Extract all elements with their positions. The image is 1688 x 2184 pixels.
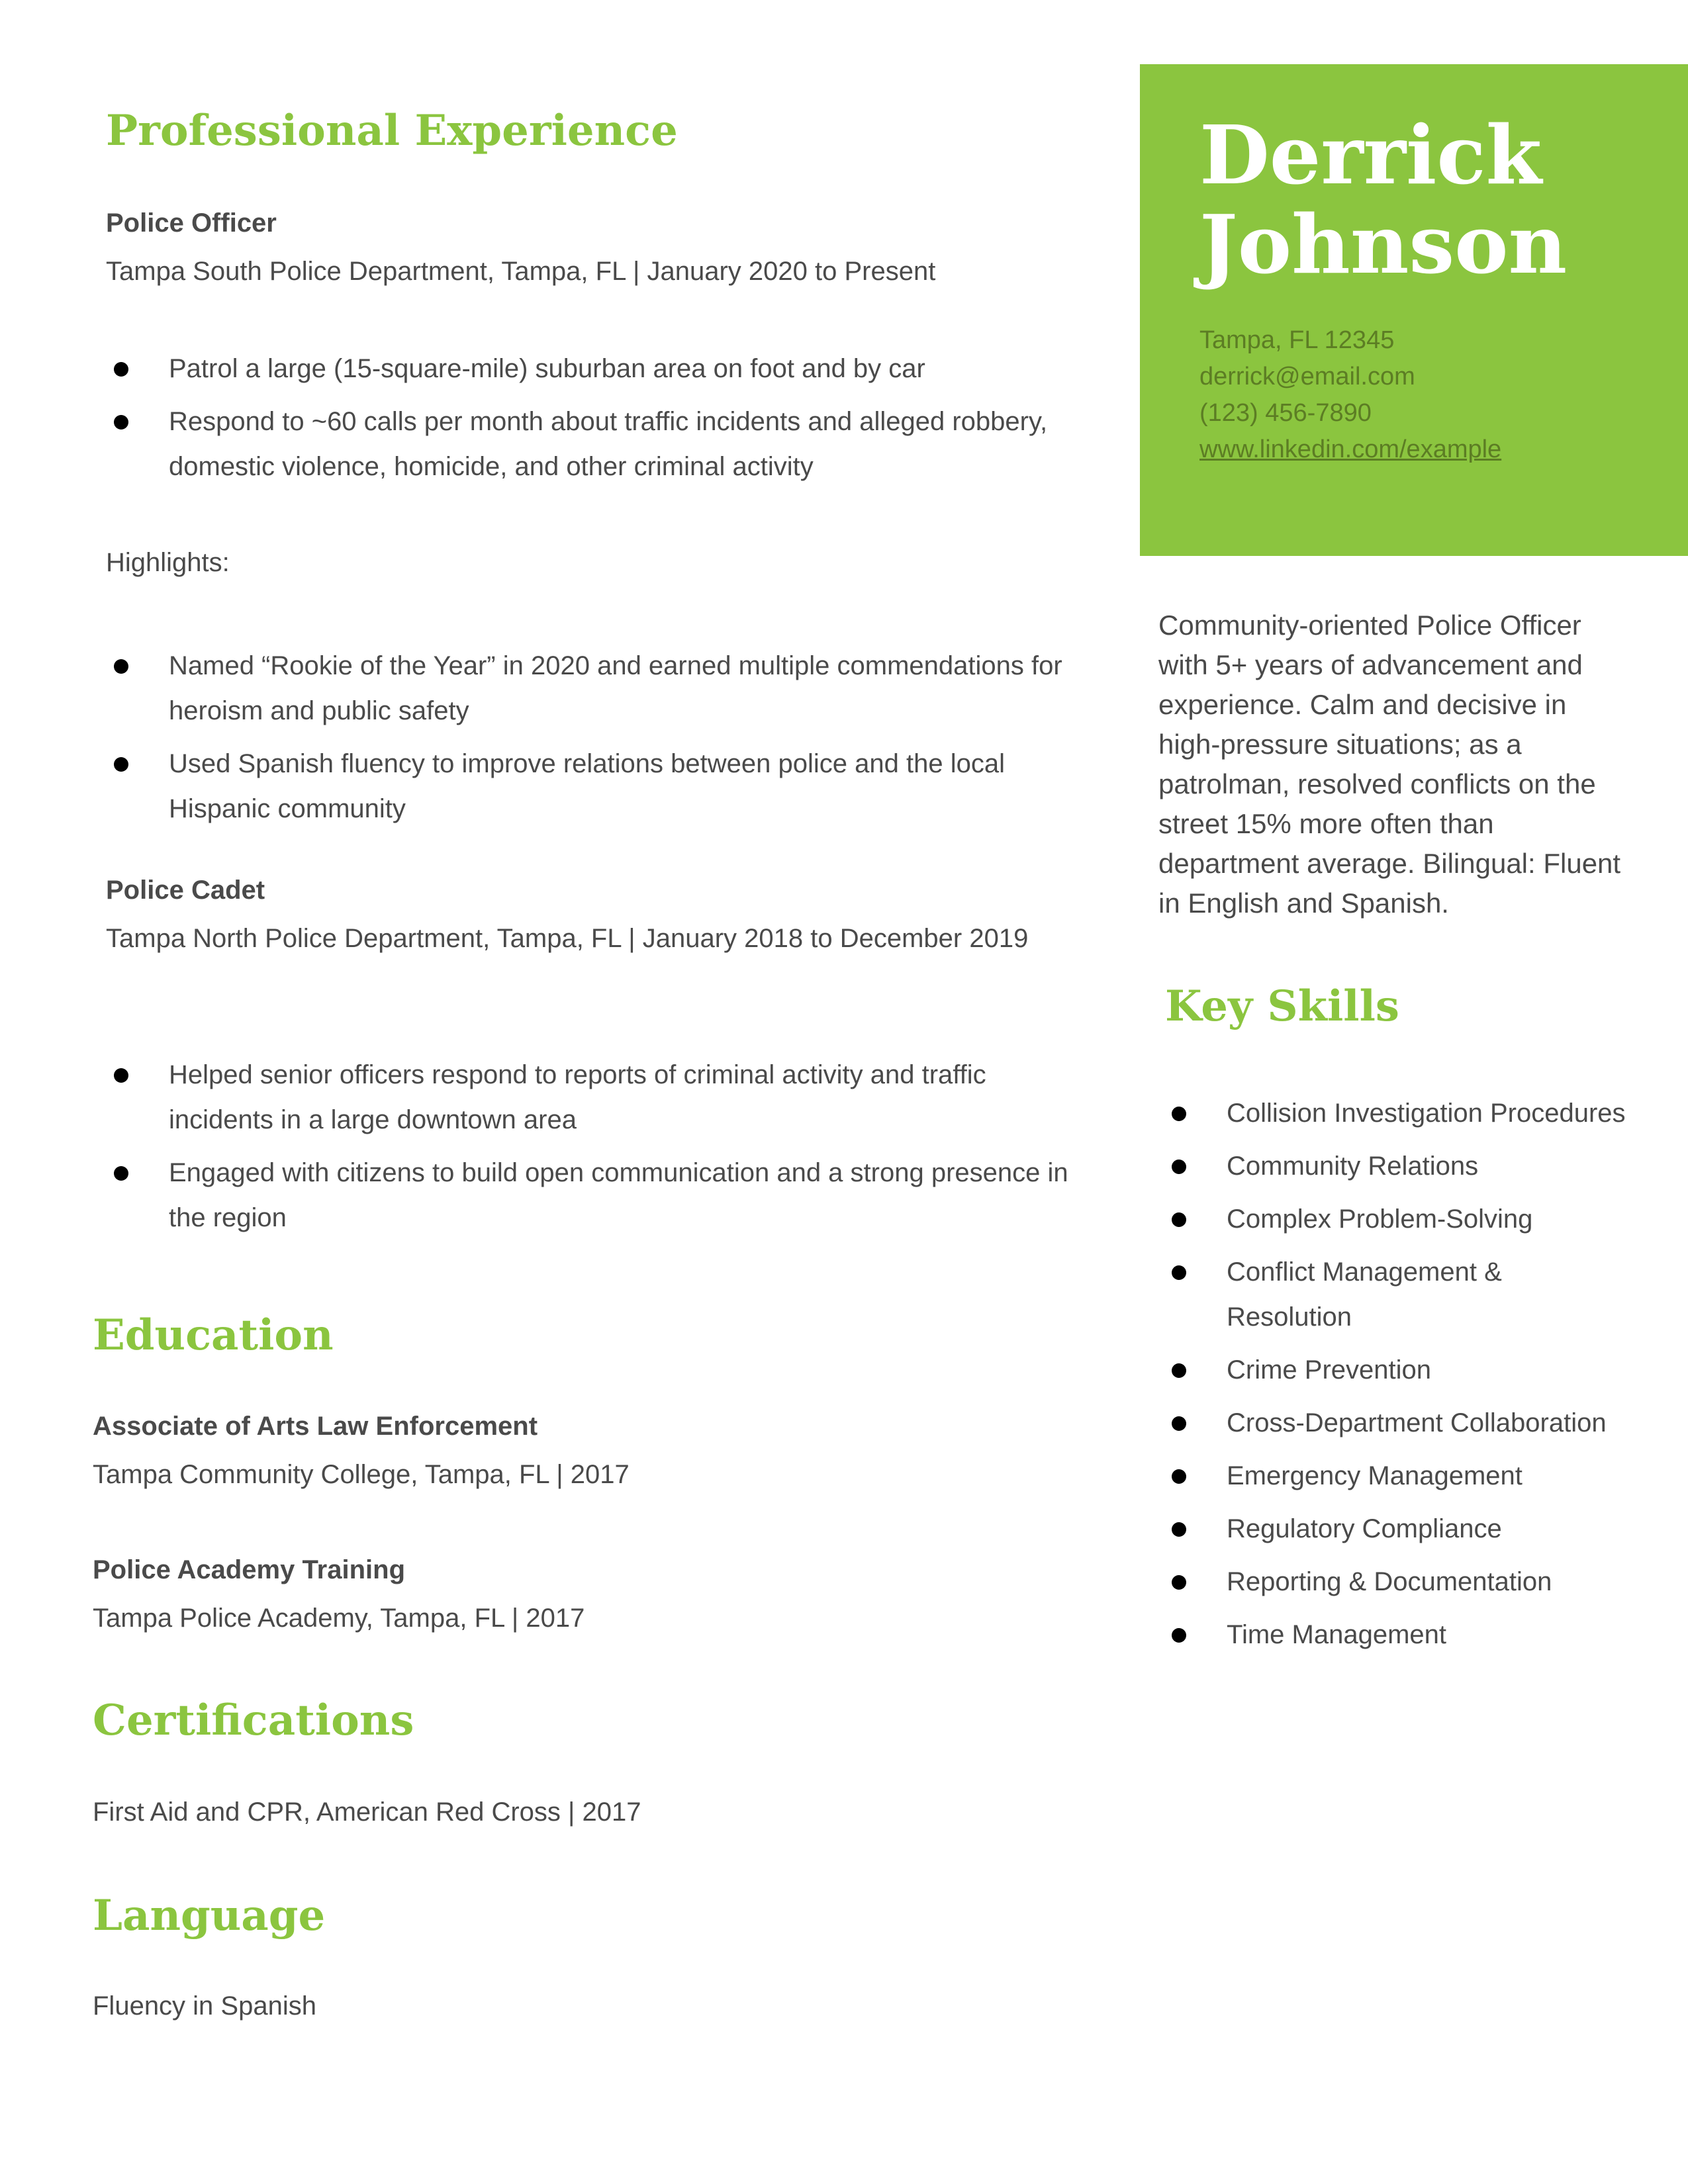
first-name: Derrick: [1199, 107, 1542, 203]
list-item: Patrol a large (15-square-mile) suburban area on foot and by car: [106, 346, 1079, 391]
list-item: Collision Investigation Procedures: [1164, 1091, 1627, 1136]
job-meta: Tampa South Police Department, Tampa, FL | January 2020 to Present: [106, 257, 936, 286]
list-item: Time Management: [1164, 1612, 1627, 1657]
skills-list: [1164, 1091, 1627, 1665]
experience-heading: Professional Experience: [106, 106, 678, 156]
list-item: Crime Prevention: [1164, 1347, 1627, 1392]
professional-summary: Community-oriented Police Officer with 5+ years of advancement and experience. Calm and decisive in high-pressure situations; as a patrolman, resolved conflicts on the street 15% more often than department average. Bilingual: Fluent in English and Spanish.: [1158, 610, 1621, 919]
job-meta: Tampa North Police Department, Tampa, FL | January 2018 to December 2019: [106, 924, 1029, 953]
degree-meta: Tampa Community College, Tampa, FL | 2017: [93, 1460, 630, 1489]
list-item: Regulatory Compliance: [1164, 1506, 1627, 1551]
list-item: Reporting & Documentation: [1164, 1559, 1627, 1604]
list-item: Complex Problem-Solving: [1164, 1197, 1627, 1242]
last-name: Johnson: [1199, 197, 1568, 292]
list-item: Community Relations: [1164, 1144, 1627, 1189]
highlights-label: Highlights:: [106, 548, 230, 577]
skills-heading: Key Skills: [1165, 981, 1399, 1031]
job-bullets: [106, 1052, 1092, 1248]
language-heading: Language: [93, 1891, 326, 1940]
email-link[interactable]: derrick@email.com: [1199, 363, 1415, 390]
highlights-list: [106, 643, 1079, 839]
address: Tampa, FL 12345: [1199, 326, 1395, 354]
candidate-name: [1199, 107, 1568, 292]
contact-info: [1199, 322, 1501, 468]
degree-title: Associate of Arts Law Enforcement: [93, 1412, 538, 1441]
linkedin-link[interactable]: www.linkedin.com/example: [1199, 435, 1502, 463]
list-item: Used Spanish fluency to improve relations between police and the local Hispanic community: [106, 741, 1079, 831]
list-item: Emergency Management: [1164, 1453, 1627, 1498]
list-item: Helped senior officers respond to reports of criminal activity and traffic incidents in a large downtown area: [106, 1052, 1092, 1142]
list-item: Cross-Department Collaboration: [1164, 1400, 1627, 1445]
name-header-panel: [1140, 64, 1688, 556]
phone: (123) 456-7890: [1199, 399, 1372, 427]
certification-text: First Aid and CPR, American Red Cross | 2017: [93, 1797, 641, 1827]
job-bullets: [106, 346, 1079, 497]
job-title: Police Officer: [106, 208, 277, 238]
education-heading: Education: [93, 1310, 334, 1360]
list-item: Named “Rookie of the Year” in 2020 and earned multiple commendations for heroism and public safety: [106, 643, 1079, 733]
list-item: Engaged with citizens to build open communication and a strong presence in the region: [106, 1150, 1092, 1240]
language-text: Fluency in Spanish: [93, 1991, 316, 2021]
degree-meta: Tampa Police Academy, Tampa, FL | 2017: [93, 1604, 585, 1633]
list-item: Respond to ~60 calls per month about traffic incidents and alleged robbery, domestic violence, homicide, and other criminal activity: [106, 399, 1079, 489]
job-title: Police Cadet: [106, 876, 265, 905]
degree-title: Police Academy Training: [93, 1555, 406, 1584]
list-item: Conflict Management & Resolution: [1164, 1250, 1627, 1340]
certifications-heading: Certifications: [93, 1696, 414, 1745]
